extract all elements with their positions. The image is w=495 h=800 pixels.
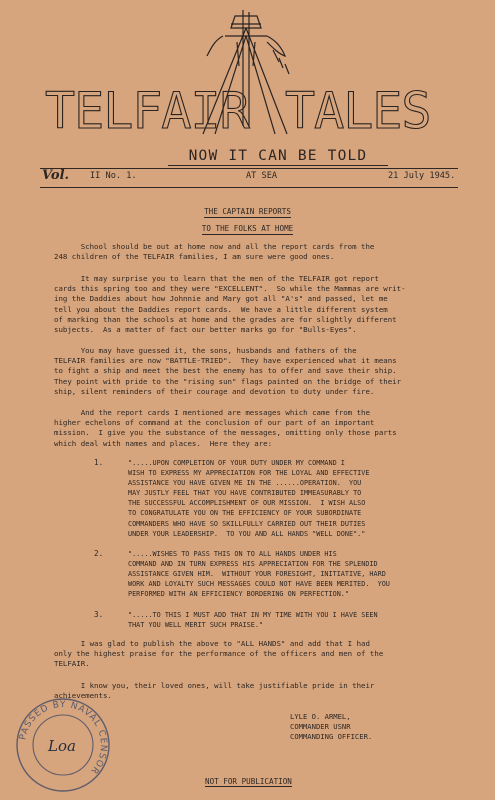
main-heading — [0, 207, 495, 216]
svg-text:Loa: Loa — [48, 737, 76, 755]
issue-date: 21 July 1945. — [388, 171, 456, 181]
paragraph-1: School should be out at home now and all the report cards from the 248 children of the TELFAIR families, I am sure were good ones. — [54, 242, 375, 262]
masthead — [0, 0, 495, 165]
volume-number: II No. 1. — [90, 171, 137, 181]
paragraph-4: And the report cards I mentioned are messages which came from the higher echelons of command at the conclusion of our part of an important mission. I give you the substance of the messages, omitting only those parts which deal with names and places. Here they are: — [54, 408, 397, 448]
sub-heading — [0, 224, 495, 233]
masthead-subtitle: NOW IT CAN BE TOLD — [168, 148, 388, 166]
volume-handwritten: Vol. — [42, 168, 70, 183]
censor-stamp-seal-icon — [8, 695, 118, 795]
footer-note: NOT FOR PUBLICATION — [205, 777, 292, 786]
signature-name: LYLE O. ARMEL, — [290, 712, 351, 721]
masthead-title-art — [35, 6, 465, 151]
issue-line — [40, 168, 458, 186]
issue-place: AT SEA — [246, 171, 278, 181]
signature-block — [290, 712, 440, 742]
sub-heading-text: TO THE FOLKS AT HOME — [201, 224, 294, 233]
message-3-text: ".....TO THIS I MUST ADD THAT IN MY TIME WITH YOU I HAVE SEEN THAT YOU WELL MERIT SUCH PRAISE." — [128, 611, 378, 630]
signature-rank: COMMANDER USNR — [290, 722, 351, 731]
paragraph-3: You may have guessed it, the sons, husbands and fathers of the TELFAIR families are now "BATTLE-TRIED". They have experienced what it means to fight a ship and meet the best the enemy has to offer and save their ship. They point with pride to the "rising sun" flags painted on the bridge of their ship, silent reminders of their courage and devotion to duty under fire. — [54, 346, 402, 396]
message-3-number: 3. — [94, 610, 104, 619]
message-1-number: 1. — [94, 458, 104, 467]
masthead-title-left: TELFAIR — [45, 82, 249, 140]
bottom-rule — [40, 187, 458, 188]
masthead-title-right: TALES — [285, 82, 431, 140]
message-2-number: 2. — [94, 549, 104, 558]
ship-mast-logo-icon — [35, 6, 465, 151]
message-1-text: ".....UPON COMPLETION OF YOUR DUTY UNDER MY COMMAND I WISH TO EXPRESS MY APPRECIATION FOR THE LOYAL AND EFFECTIVE ASSISTANCE YOU HAVE GIVEN ME IN THE ......OPERATION. YOU MAY JUSTLY FEEL THAT YOU HAVE CONTRIBUTED IMMEASURABLY TO THE SUCCESSFUL ACCOMPLISHMENT OF OUR MISSION. I WISH ALSO TO CONGRATULATE YOU ON THE EFFICIENCY OF YOUR SUBORDINATE COMMANDERS WHO HAVE SO SKILLFULLY CARRIED OUT THEIR DUTIES UNDER YOUR LEADERSHIP. TO YOU AND ALL HANDS "WELL DONE"." — [128, 459, 370, 538]
closing-paragraph-2: I know you, their loved ones, will take justifiable pride in their achievements. — [54, 681, 375, 701]
main-heading-text: THE CAPTAIN REPORTS — [204, 207, 291, 216]
paragraph-2: It may surprise you to learn that the men of the TELFAIR got report cards this spring too and they were "EXCELLENT". So while the Mammas are writ- ing the Daddies about how Johnnie and Mary got all "A's" and passed, let me tell you about the Daddies report cards. We have a little different system of marking than the schools at home and the grades are for slightly different subjects. As a matter of fact our better marks go for "Bulls-Eyes". — [54, 274, 406, 335]
svg-text:PASSED BY NAVAL CENSOR: PASSED BY NAVAL CENSOR — [18, 699, 109, 777]
signature-title: COMMANDING OFFICER. — [290, 732, 373, 741]
censor-stamp — [8, 695, 118, 795]
closing-paragraph-1: I was glad to publish the above to "ALL HANDS" and add that I had only the highest praise for the performance of the officers and men of the TELFAIR. — [54, 639, 384, 669]
message-2-text: ".....WISHES TO PASS THIS ON TO ALL HANDS UNDER HIS COMMAND AND IN TURN EXPRESS HIS APPRECIATION FOR THE SPLENDID ASSISTANCE GIVEN HIM. WITHOUT YOUR FORESIGHT, INITIATIVE, HARD WORK AND LOYALTY SUCH MESSAGES COULD NOT HAVE BEEN MERITED. YOU PERFORMED WITH AN EFFICIENCY BORDERING ON PERFECTION." — [128, 550, 390, 599]
